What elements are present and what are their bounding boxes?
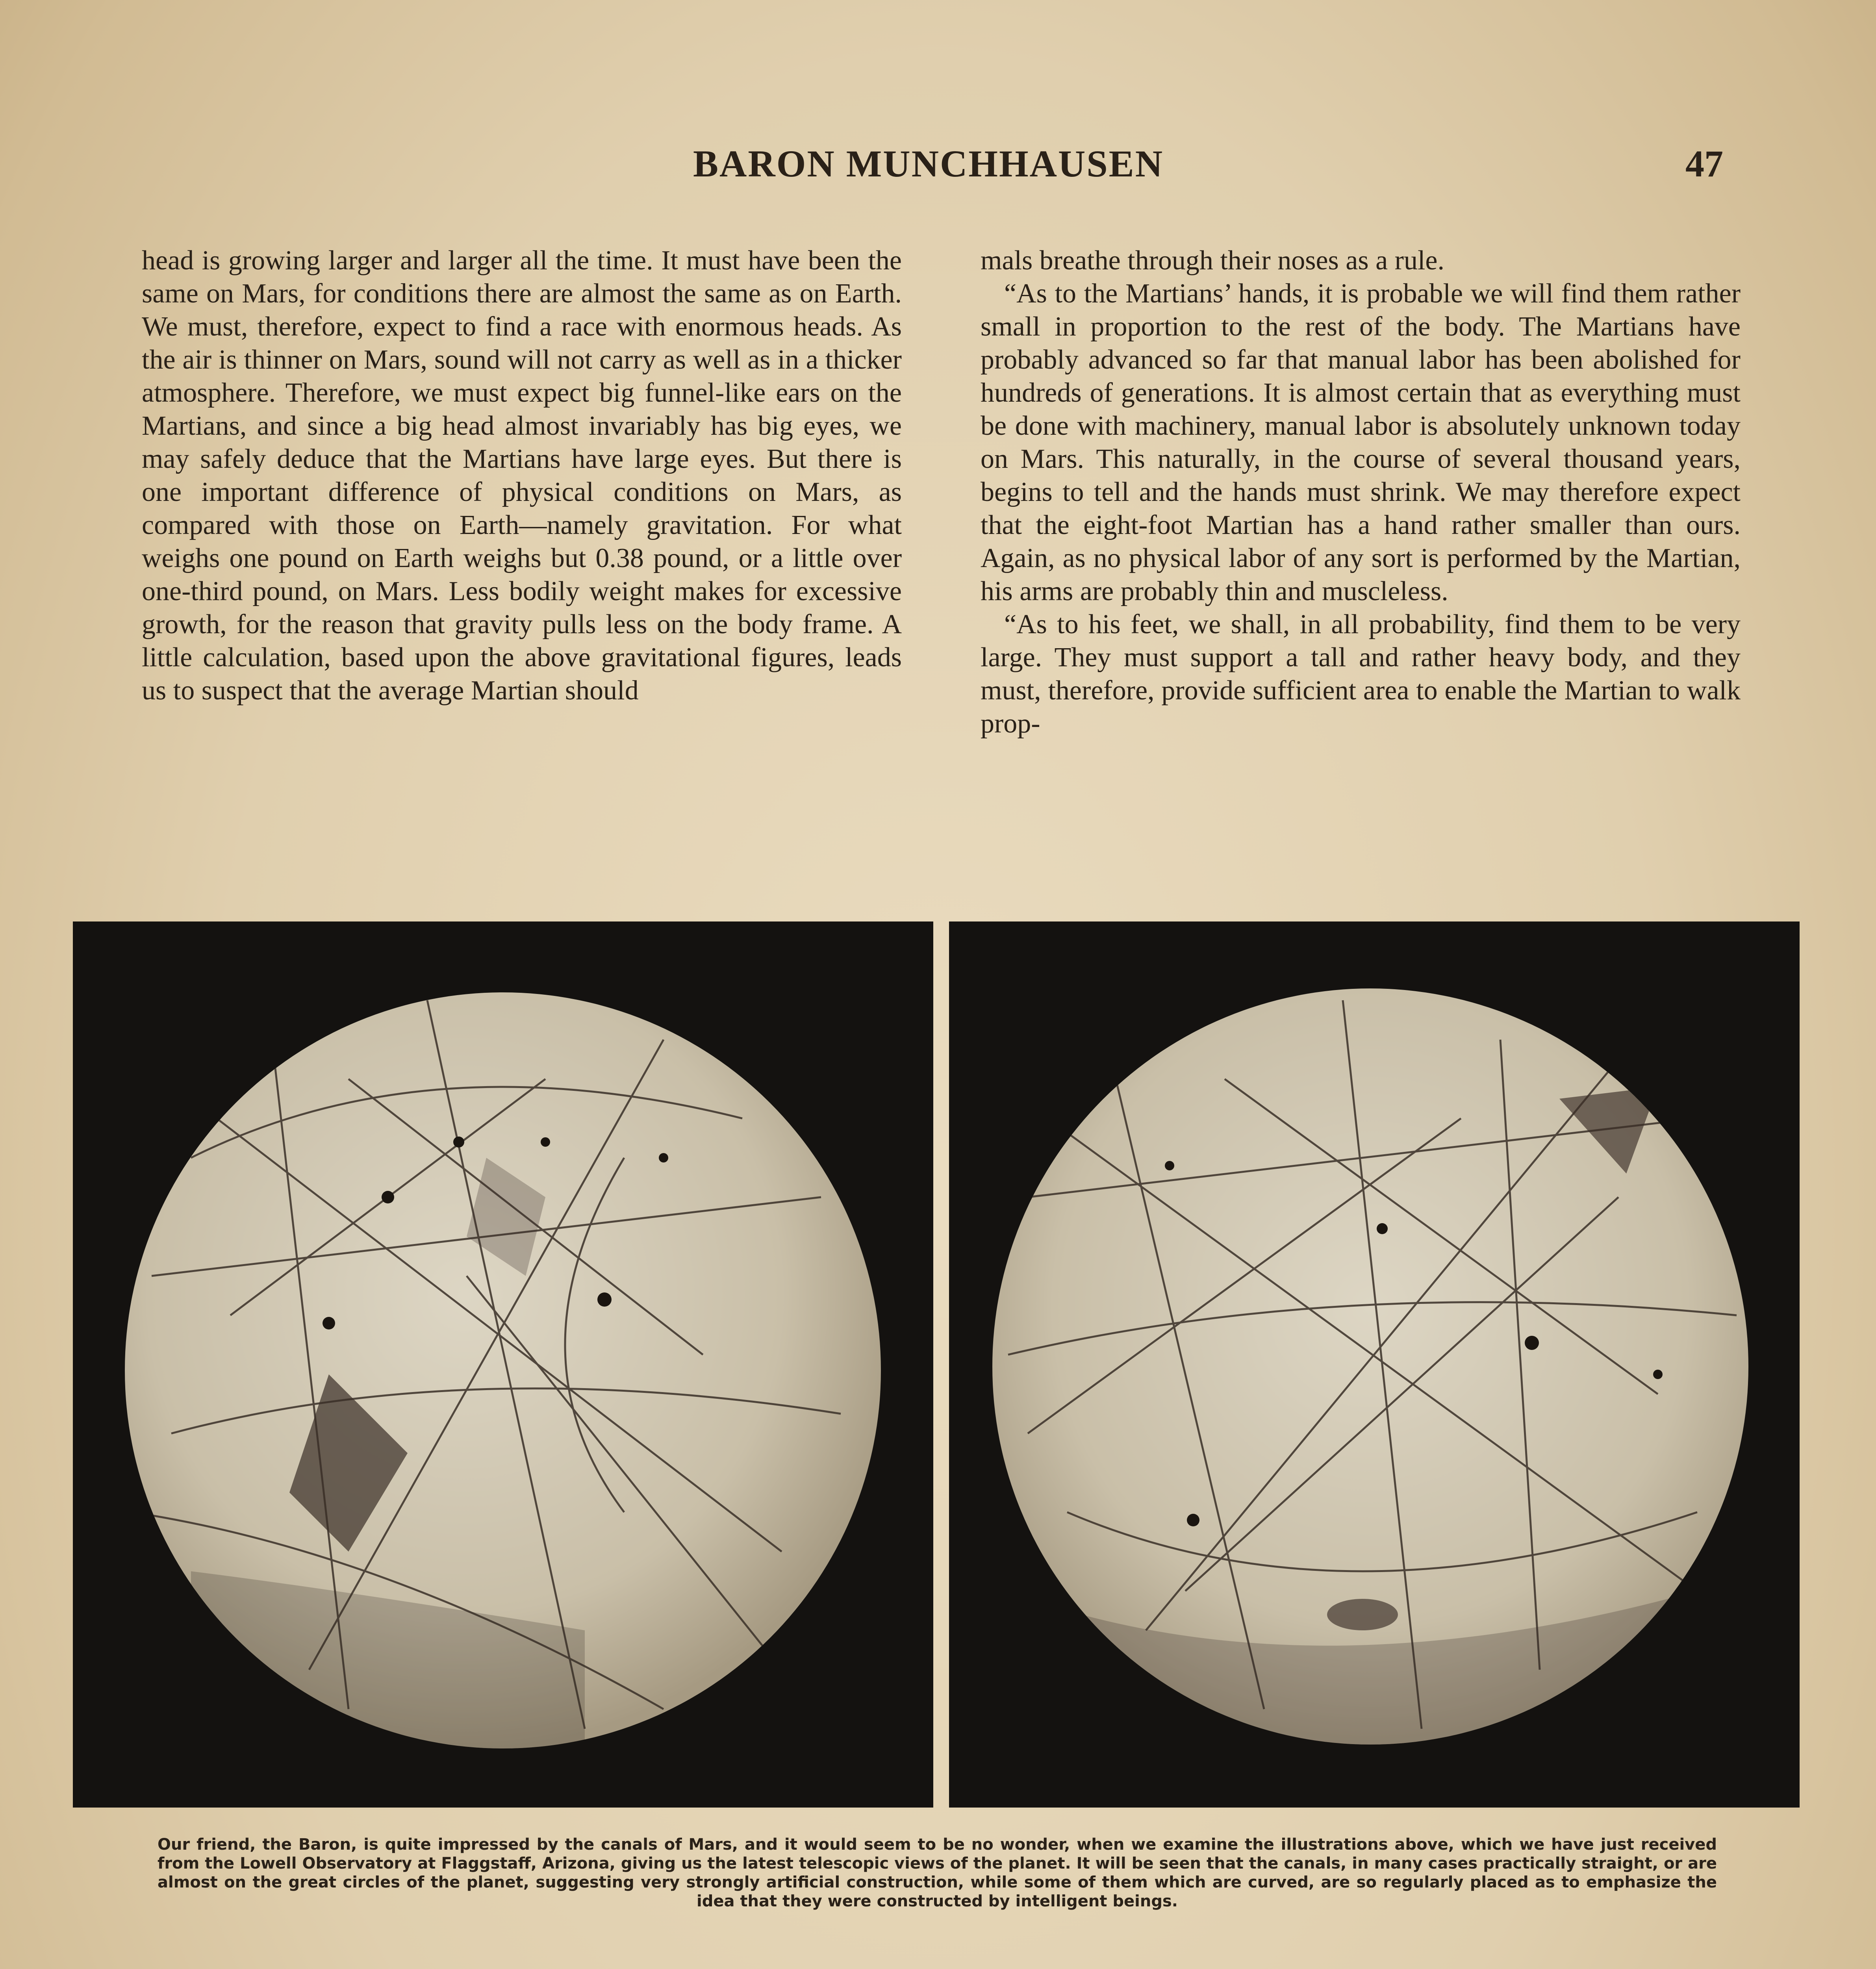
top-left-column [142, 244, 902, 707]
running-title: BARON MUNCHHAUSEN [693, 143, 1164, 185]
page-number: 47 [1685, 143, 1723, 185]
figure-caption: Our friend, the Baron, is quite impressed by the canals of Mars, and it would seem to be no wonder, when we examine the illustrations above, which we have just received from the Lowell Observatory at Flaggstaff, Arizona, giving us the latest telescopic views of the planet. It will be seen that the canals, in many cases practically straight, or are almost on the great circles of the planet, suggesting very strongly artificial construction, while some of them which are curved, are so regularly placed as to emphasize the idea that they were constructed by intelligent beings. [158, 1836, 1717, 1910]
paragraph: head is growing larger and larger all the time. It must have been the same on Mars, for conditions there are almost the same as on Earth. We must, therefore, expect to find a race with enormous heads. As the air is thinner on Mars, sound will not carry as well as in a thicker atmosphere. Therefore, we must expect big funnel-like ears on the Martians, and since a big head almost invariably has big eyes, we may safely deduce that the Martians have large eyes. But there is one important difference of physical conditions on Mars, as compared with those on Earth—namely gravitation. For what weighs one pound on Earth weighs but 0.38 pound, or a little over one-third pound, on Mars. Less bodily weight makes for excessive growth, for the reason that gravity pulls less on the body frame. A little calculation, based upon the above gravitational figures, leads us to suspect that the average Martian should [142, 245, 902, 706]
paragraph: “As to his feet, we shall, in all probability, find them to be very large. They must support a tall and rather heavy body, and they must, therefore, provide sufficient area to enable the Martian to walk prop- [981, 609, 1741, 739]
mars-plate-right [949, 921, 1800, 1808]
paragraph: “As to the Martians’ hands, it is probable we will find them rather small in proportion to the rest of the body. The Martians have probably advanced so far that manual labor has been abolished for hundreds of generations. It is almost certain that as everything must be done with machinery, manual labor is absolutely unknown today on Mars. This naturally, in the course of several thousand years, begins to tell and the hands must shrink. We may therefore expect that the eight-foot Martian has a hand rather smaller than ours. Again, as no physical labor of any sort is performed by the Martian, his arms are probably thin and muscleless. [981, 278, 1741, 606]
paragraph: mals breathe through their noses as a rule. [981, 245, 1444, 276]
mars-globe-right-image [949, 921, 1800, 1808]
mars-plate-left [73, 921, 933, 1808]
top-right-column [981, 244, 1741, 740]
mars-globe-left-image [73, 921, 933, 1808]
